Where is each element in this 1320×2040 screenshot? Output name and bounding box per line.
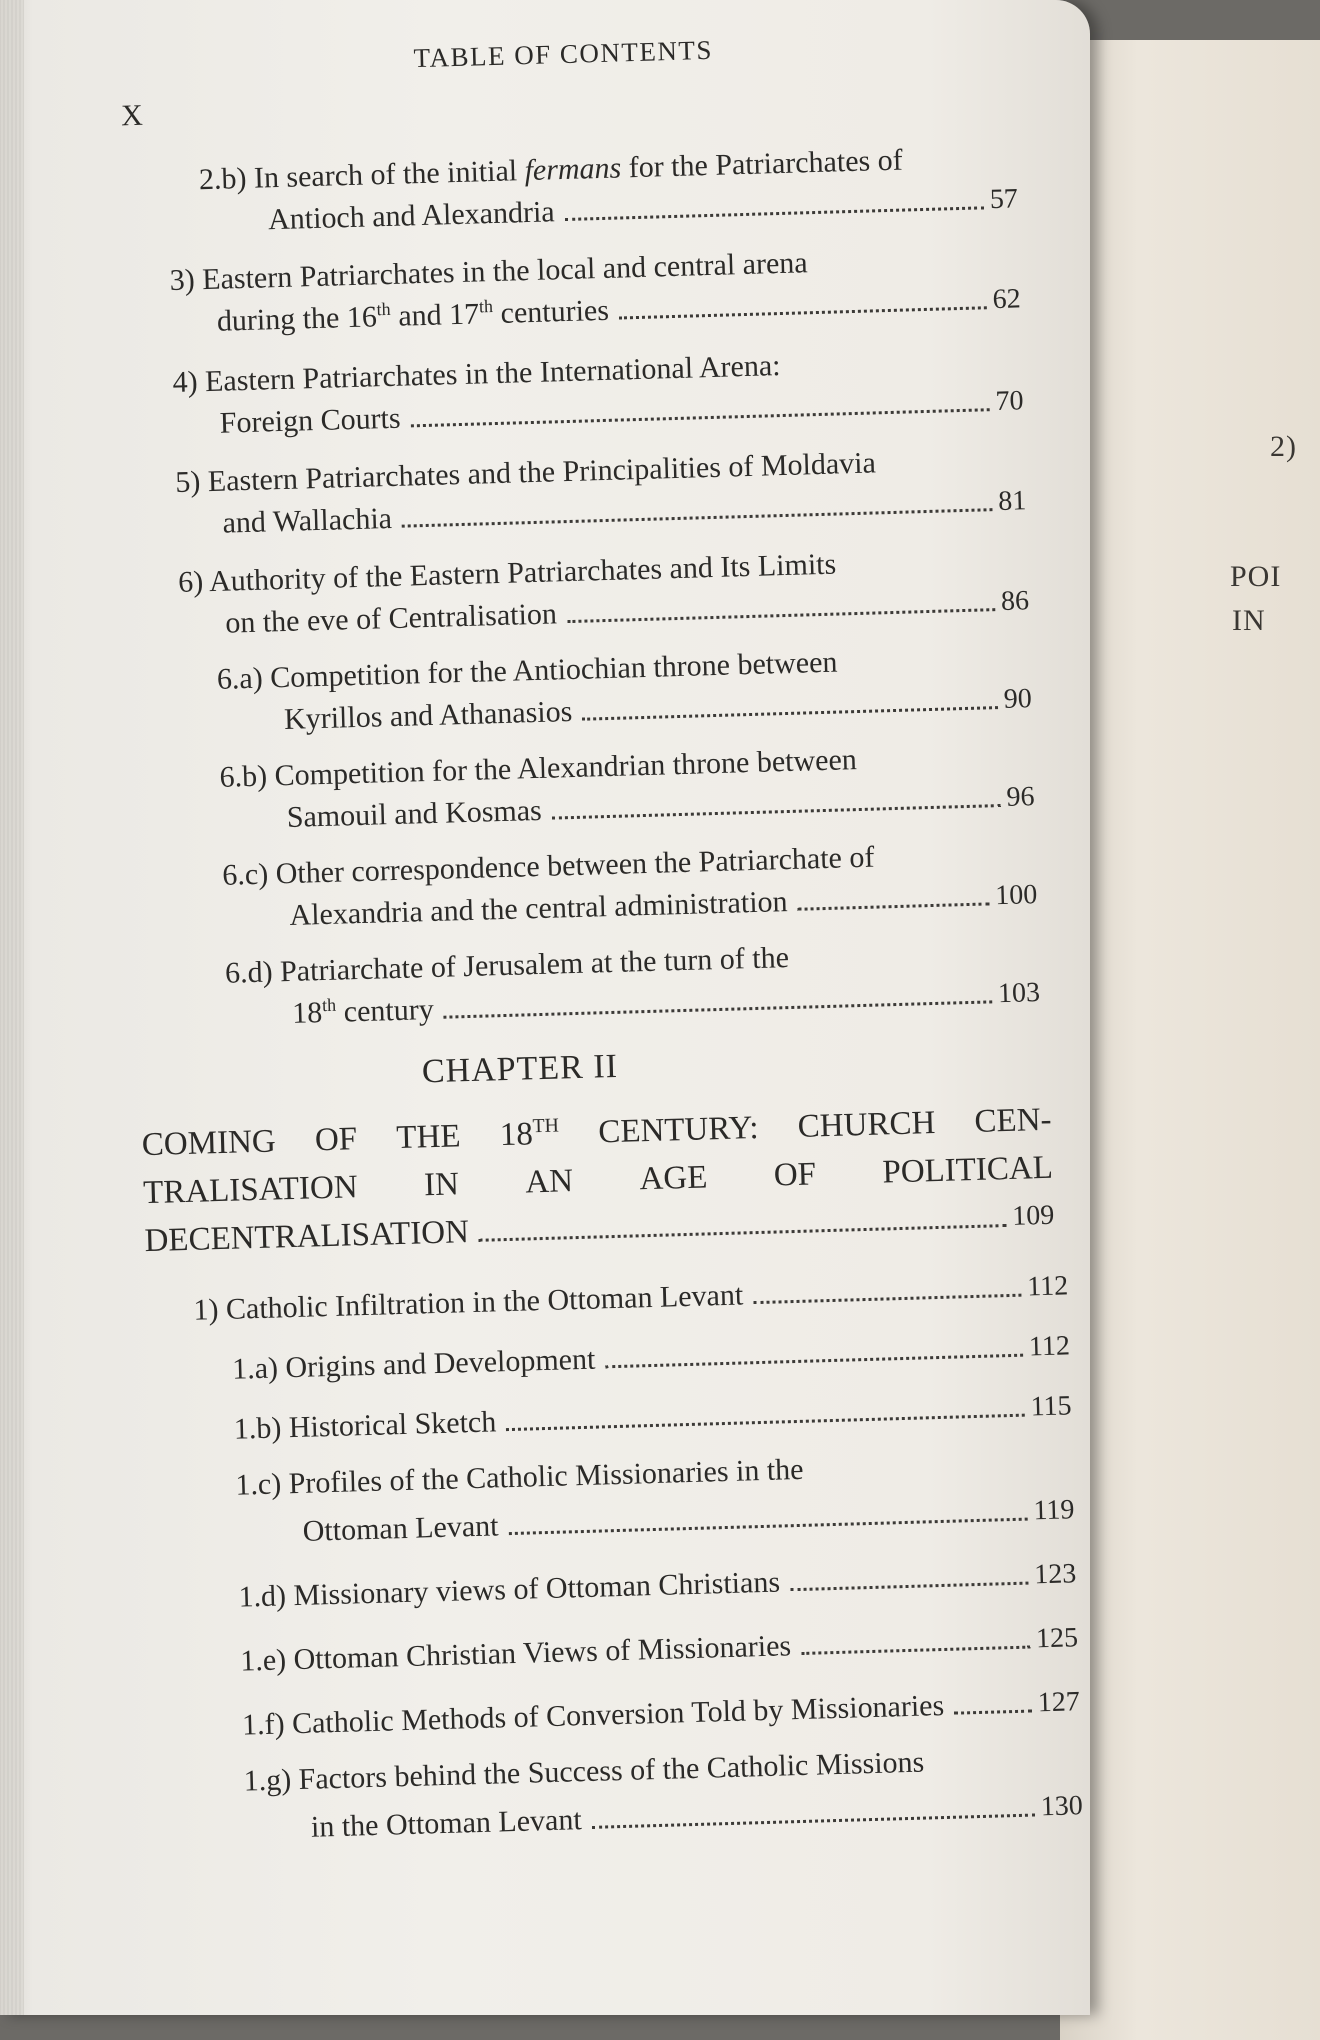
toc-entry-3-line1: 3) Eastern Patriarchates in the local and central arena	[169, 246, 809, 298]
toc-entry-6: on the eve of Centralisation 86	[225, 580, 1030, 644]
toc-entry-1c: Ottoman Levant 119	[302, 1489, 1075, 1553]
toc-entry-5: and Wallachia 81	[222, 480, 1027, 544]
toc-entry-5-line1: 5) Eastern Patriarchates and the Principalities of Moldavia	[174, 446, 877, 499]
toc-entry-2b-line1: 2.b) In search of the initial fermans for the Patriarchates of	[198, 143, 904, 197]
page-number: 100	[994, 879, 1038, 912]
page-number: 112	[1028, 1330, 1071, 1363]
dot-leader	[402, 508, 992, 527]
dot-leader	[605, 1354, 1023, 1369]
page-number: 130	[1040, 1790, 1084, 1823]
page-number: 127	[1037, 1686, 1081, 1719]
page-number: 86	[1000, 585, 1030, 617]
toc-entry-6d-line1: 6.d) Patriarchate of Jerusalem at the turn of the	[224, 941, 790, 990]
dot-leader	[619, 306, 987, 319]
page-number: 112	[1026, 1270, 1069, 1303]
page-number: 103	[997, 977, 1041, 1010]
right-page-peek-2: POI	[1230, 560, 1282, 593]
toc-entry-6c-line1: 6.c) Other correspondence between the Patriarchate of	[221, 840, 875, 892]
page-number: 125	[1035, 1622, 1079, 1655]
dot-leader	[798, 902, 990, 910]
page-number: 119	[1033, 1494, 1075, 1527]
chapter-heading: CHAPTER II	[421, 1047, 619, 1091]
toc-entry-3: during the 16th and 17th centuries 62	[216, 278, 1021, 342]
dot-leader	[552, 804, 1001, 820]
toc-entry-6a-line1: 6.a) Competition for the Antiochian throne between	[216, 645, 838, 696]
dot-leader	[801, 1646, 1030, 1655]
page-number: 109	[1011, 1199, 1055, 1232]
right-page-peek-1: 2)	[1270, 430, 1297, 463]
page-number: 96	[1006, 781, 1035, 813]
page-number: 57	[989, 183, 1019, 216]
dot-leader	[582, 706, 998, 721]
page-number: 115	[1030, 1390, 1072, 1423]
dot-leader	[506, 1414, 1024, 1431]
toc-entry-1a: 1.a) Origins and Development 112	[232, 1325, 1071, 1390]
chapter-title-line2: TRALISATION IN AN AGE OF POLITICAL	[142, 1149, 1054, 1212]
toc-entry-1g-line1: 1.g) Factors behind the Success of the Catholic Missions	[243, 1745, 925, 1798]
toc-entry-1d: 1.d) Missionary views of Ottoman Christians 123	[238, 1553, 1077, 1618]
toc-entry-6b-line1: 6.b) Competition for the Alexandrian throne between	[219, 743, 858, 794]
dot-leader	[509, 1518, 1028, 1535]
toc-entry-6b: Samouil and Kosmas 96	[286, 776, 1035, 839]
toc-entry-6-line1: 6) Authority of the Eastern Patriarchates and Its Limits	[177, 547, 837, 599]
dot-leader	[444, 1000, 992, 1018]
toc-entry-4-line1: 4) Eastern Patriarchates in the International Arena:	[172, 349, 781, 400]
dot-leader	[954, 1710, 1032, 1715]
page-number: 123	[1033, 1558, 1077, 1591]
dot-leader	[790, 1582, 1028, 1592]
toc-entry-6d: 18th century 103	[292, 972, 1041, 1035]
dot-leader	[565, 206, 984, 221]
toc-entry-4: Foreign Courts 70	[219, 380, 1024, 444]
toc-entry-1: 1) Catholic Infiltration in the Ottoman Levant 112	[193, 1265, 1069, 1331]
page-number: 90	[1003, 683, 1033, 715]
dot-leader	[479, 1224, 1006, 1242]
page-number: 62	[992, 283, 1022, 316]
toc-entry-1b: 1.b) Historical Sketch 115	[233, 1385, 1072, 1450]
toc-entry-1c-line1: 1.c) Profiles of the Catholic Missionaries in the	[234, 1452, 804, 1502]
chapter-title-line3: DECENTRALISATION 109	[144, 1194, 1055, 1263]
right-page-peek-3: IN	[1232, 604, 1266, 637]
chapter-title-line1: COMING OF THE 18TH CENTURY: CHURCH CEN-	[141, 1101, 1052, 1164]
toc-entry-2b: Antioch and Alexandria 57	[268, 178, 1019, 241]
toc-entry-6a: Kyrillos and Athanasios 90	[283, 678, 1032, 741]
page-folio: X	[120, 98, 144, 133]
toc-entry-1e: 1.e) Ottoman Christian Views of Missionaries 125	[240, 1617, 1079, 1682]
dot-leader	[411, 408, 990, 427]
running-header: TABLE OF CONTENTS	[413, 34, 714, 74]
toc-entry-1f: 1.f) Catholic Methods of Conversion Told by Missionaries 127	[242, 1681, 1081, 1746]
toc-entry-6c: Alexandria and the central administration 100	[289, 874, 1038, 937]
toc-entry-1g: in the Ottoman Levant 130	[310, 1785, 1083, 1849]
page-number: 70	[995, 385, 1024, 418]
dot-leader	[753, 1294, 1021, 1304]
dot-leader	[567, 608, 995, 623]
dot-leader	[592, 1813, 1035, 1828]
page-number: 81	[997, 485, 1027, 518]
